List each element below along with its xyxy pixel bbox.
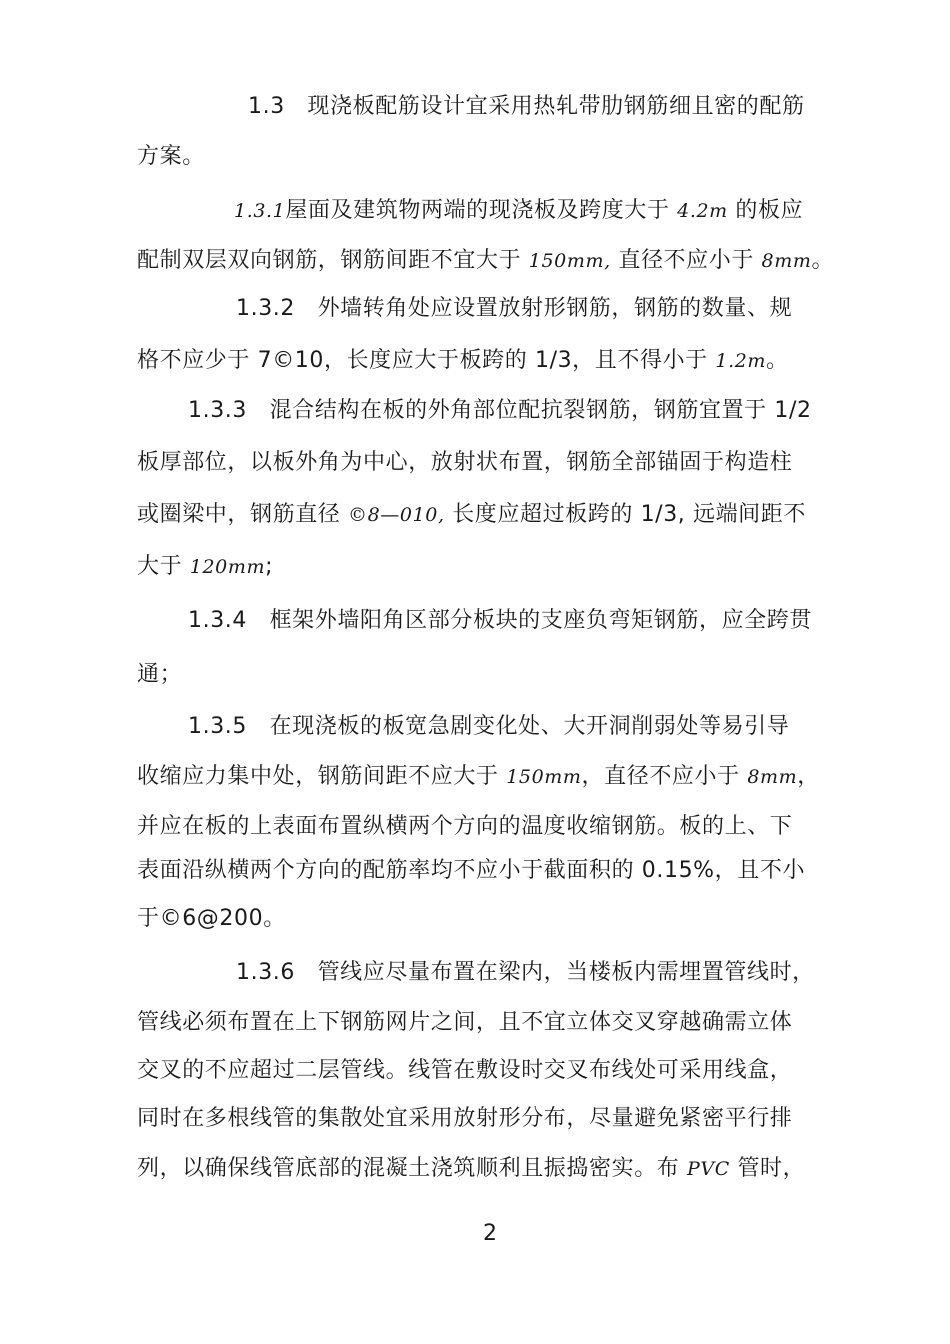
dimension-value: 150mm, xyxy=(528,250,611,272)
text-run: 方案。 xyxy=(137,144,205,169)
pipe-material: PVC xyxy=(687,1158,730,1180)
text-run: 配制双层双向钢筋，钢筋间距不宜大于 xyxy=(137,248,522,273)
paragraph-1-3-6-line-1 xyxy=(236,958,815,988)
text-run: 交叉的不应超过二层管线。线管在敷设时交叉布线处可采用线盒， xyxy=(137,1058,793,1083)
paragraph-1-3-6-line-2 xyxy=(137,1008,792,1038)
text-run: 管线必须布置在上下钢筋网片之间，且不宜立体交叉穿越确需立体 xyxy=(137,1010,793,1035)
text-run: 板厚部位，以板外角为中心，放射状布置，钢筋全部锚固于构造柱 xyxy=(137,450,793,475)
text-run: 1.3.5 在现浇板的板宽急剧变化处、大开洞削弱处等易引导 xyxy=(188,714,790,739)
paragraph-1-3-5-line-3 xyxy=(137,812,792,842)
paragraph-1-3-6-line-4 xyxy=(137,1104,792,1134)
clause-number: 1.3.1 xyxy=(234,200,286,222)
paragraph-1-3-3-line-2 xyxy=(137,448,792,478)
text-run: 屋面及建筑物两端的现浇板及跨度大于 xyxy=(285,198,670,223)
dimension-value: 8mm xyxy=(747,766,798,788)
text-run: 1.3.6 管线应尽量布置在梁内，当楼板内需埋置管线时， xyxy=(236,960,815,985)
text-run: 表面沿纵横两个方向的配筋率均不应小于截面积的 0.15%，且不小 xyxy=(137,858,806,883)
text-run: 大于 xyxy=(137,554,183,579)
text-run: 直径不应小于 xyxy=(618,248,754,273)
paragraph-1-3-2-line-1 xyxy=(236,294,792,324)
text-run: 管时， xyxy=(737,1156,806,1181)
dimension-value: 1.2m xyxy=(715,350,767,372)
text-run: ; xyxy=(265,554,274,579)
paragraph-1-3-4-line-1 xyxy=(188,606,812,636)
text-run: ，直径不应小于 xyxy=(581,764,740,789)
dimension-value: 8mm xyxy=(761,250,812,272)
text-run: 。 xyxy=(811,248,835,273)
paragraph-1-3-5-line-4 xyxy=(137,856,805,886)
paragraph-1-3-1-line-2 xyxy=(137,246,834,276)
text-run: 长度应超过板跨的 1/3, 远端间距不 xyxy=(452,502,806,527)
text-run: 收缩应力集中处，钢筋间距不应大于 xyxy=(137,764,499,789)
paragraph-1-3-2-line-2 xyxy=(137,346,789,376)
text-run: 或圈梁中，钢筋直径 xyxy=(137,502,341,527)
text-run: 同时在多根线管的集散处宜采用放射形分布，尽量避免紧密平行排 xyxy=(137,1106,793,1131)
text-run: 列，以确保线管底部的混凝土浇筑顺利且振捣密实。布 xyxy=(137,1156,680,1181)
text-run: 通； xyxy=(137,662,183,687)
text-run: 1.3.4 框架外墙阳角区部分板块的支座负弯矩钢筋，应全跨贯 xyxy=(188,608,812,633)
text-run: 并应在板的上表面布置纵横两个方向的温度收缩钢筋。板的上、下 xyxy=(137,814,793,839)
text-run: 1.3.2 外墙转角处应设置放射形钢筋，钢筋的数量、规 xyxy=(236,296,793,321)
text-run: 的板应 xyxy=(735,198,804,223)
text-run: 格不应少于 7©10，长度应大于板跨的 1/3，且不得小于 xyxy=(137,348,708,373)
dimension-value: 150mm xyxy=(506,766,582,788)
text-run: 。 xyxy=(766,348,789,373)
paragraph-1-3-3-line-1 xyxy=(188,396,812,426)
paragraph-1-3-3-line-3 xyxy=(137,500,806,530)
dimension-value: 4.2m xyxy=(677,200,728,222)
paragraph-1-3-1-line-1 xyxy=(234,196,803,226)
paragraph-1-3-6-line-3 xyxy=(137,1056,792,1086)
paragraph-1-3-6-line-5 xyxy=(137,1154,805,1184)
page-number: 2 xyxy=(483,1221,497,1246)
paragraph-1-3-5-line-2 xyxy=(137,762,820,792)
text-run: 1.3 现浇板配筋设计宜采用热轧带肋钢筋细且密的配筋 xyxy=(248,94,805,119)
text-run: 于©6@200。 xyxy=(137,906,286,931)
dimension-value: 120mm xyxy=(189,556,266,578)
text-run: 1.3.3 混合结构在板的外角部位配抗裂钢筋，钢筋宜置于 1/2 xyxy=(188,398,812,423)
dimension-value: ©8—010, xyxy=(348,504,445,526)
paragraph-1-3-5-line-1 xyxy=(188,712,789,742)
text-run: ， xyxy=(797,764,820,789)
paragraph-1-3-5-line-5 xyxy=(137,904,286,934)
paragraph-1-3-3-line-4 xyxy=(137,552,273,582)
paragraph-1-3-line-2 xyxy=(137,142,205,172)
paragraph-1-3-line-1 xyxy=(248,92,805,122)
paragraph-1-3-4-line-2 xyxy=(137,660,182,690)
